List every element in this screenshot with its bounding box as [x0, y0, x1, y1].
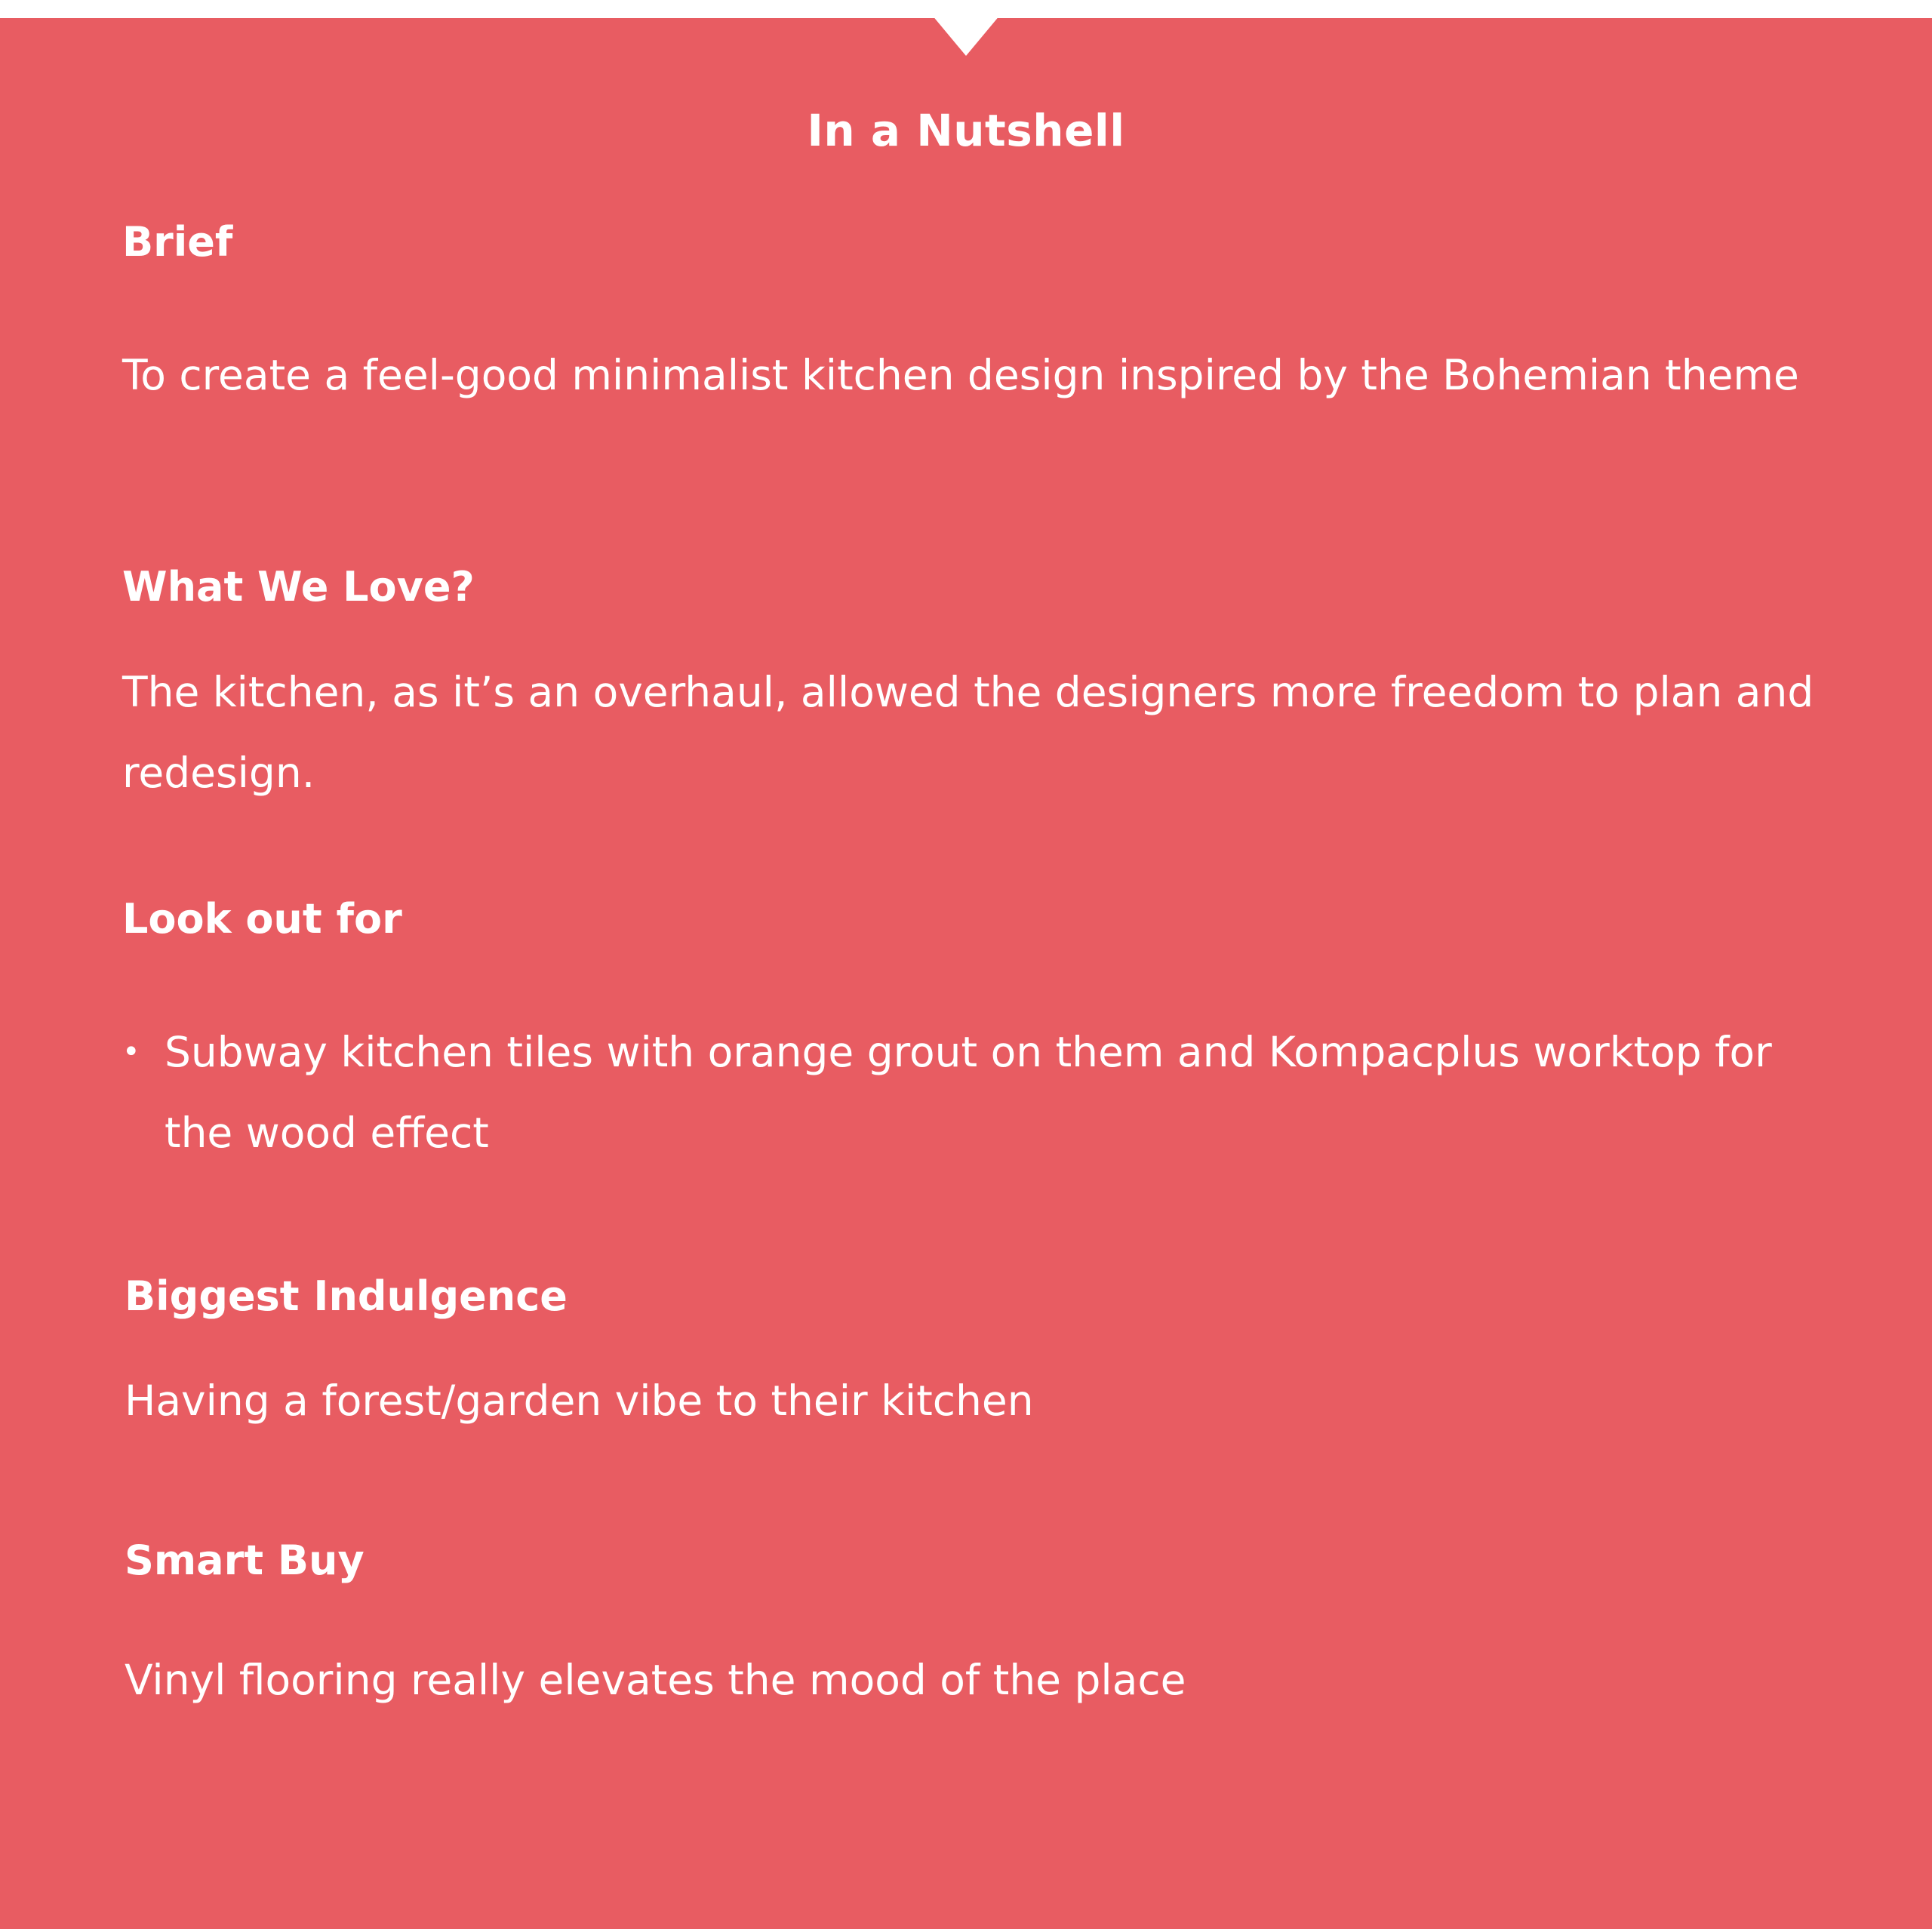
section-smart-buy — [125, 1537, 1830, 1721]
brief-heading: Brief — [122, 218, 233, 266]
section-biggest-indulgence — [125, 1272, 1830, 1441]
smart-buy-text: Vinyl flooring really elevates the mood of the place — [125, 1655, 1186, 1704]
what-we-love-heading: What We Love? — [122, 563, 475, 611]
what-we-love-text: The kitchen, as it’s an overhaul, allowed the designers more freedom to plan and redesign. — [122, 667, 1814, 797]
section-brief — [122, 218, 1828, 416]
section-what-we-love — [122, 563, 1828, 814]
list-item — [122, 1012, 1828, 1174]
biggest-indulgence-heading: Biggest Indulgence — [125, 1272, 568, 1320]
bullet-dot-icon: • — [122, 1034, 140, 1069]
section-look-out-for — [122, 895, 1828, 1174]
nutshell-panel — [0, 18, 1932, 1929]
smart-buy-heading: Smart Buy — [125, 1537, 365, 1584]
look-out-for-heading: Look out for — [122, 895, 402, 943]
biggest-indulgence-text: Having a forest/garden vibe to their kitchen — [125, 1376, 1034, 1425]
brief-text: To create a feel-good minimalist kitchen design inspired by the Bohemian theme — [122, 350, 1799, 399]
look-out-for-list — [122, 1012, 1828, 1174]
list-item-text: Subway kitchen tiles with orange grout on them and Kompacplus worktop for the wood effect — [165, 1027, 1772, 1157]
panel-title: In a Nutshell — [807, 105, 1125, 156]
pointer-notch-icon — [932, 15, 1000, 56]
